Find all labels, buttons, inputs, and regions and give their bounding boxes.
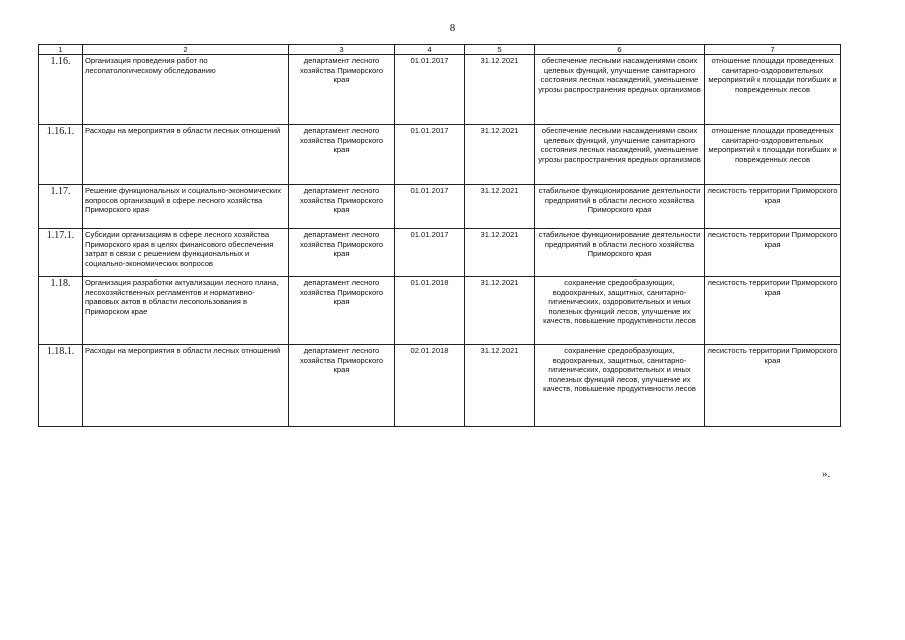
expected-result: сохранение средообразующих, водоохранных, защитных, санитарно-гигиенических, оздоровительных и иных полезных функций лесов, улучшение их качеств, повышение продуктивности лесов (535, 277, 705, 345)
item-number: 1.17.1. (39, 229, 83, 277)
end-date: 31.12.2021 (465, 229, 535, 277)
target-indicator: лесистость территории Приморского края (705, 185, 841, 229)
responsible-executor: департамент лесного хозяйства Приморского края (289, 55, 395, 125)
end-date: 31.12.2021 (465, 185, 535, 229)
end-date: 31.12.2021 (465, 277, 535, 345)
column-header: 3 (289, 45, 395, 55)
item-number: 1.16. (39, 55, 83, 125)
target-indicator: лесистость территории Приморского края (705, 229, 841, 277)
table-row (39, 185, 841, 229)
column-header: 7 (705, 45, 841, 55)
column-number-row (39, 45, 841, 55)
activity-name: Решение функциональных и социально-экономических вопросов организаций в сфере лесного хозяйства Приморского края (83, 185, 289, 229)
target-indicator: лесистость территории Приморского края (705, 345, 841, 427)
start-date: 01.01.2018 (395, 277, 465, 345)
end-date: 31.12.2021 (465, 55, 535, 125)
column-header: 6 (535, 45, 705, 55)
start-date: 01.01.2017 (395, 125, 465, 185)
activity-name: Организация разработки актуализации лесного плана, лесохозяйственных регламентов и нормативно-правовых актов в области лесопользования в Приморском крае (83, 277, 289, 345)
program-activities-table (38, 44, 841, 427)
table-row (39, 55, 841, 125)
table-row (39, 125, 841, 185)
column-header: 1 (39, 45, 83, 55)
expected-result: сохранение средообразующих, водоохранных, защитных, санитарно-гигиенических, оздоровительных и иных полезных функций лесов, улучшение их качеств, повышение продуктивности лесов (535, 345, 705, 427)
item-number: 1.16.1. (39, 125, 83, 185)
closing-quote-mark: ». (822, 468, 831, 480)
column-header: 2 (83, 45, 289, 55)
target-indicator: отношение площади проведенных санитарно-оздоровительных мероприятий к площади погибших и поврежденных лесов (705, 55, 841, 125)
item-number: 1.17. (39, 185, 83, 229)
responsible-executor: департамент лесного хозяйства Приморского края (289, 229, 395, 277)
start-date: 01.01.2017 (395, 229, 465, 277)
expected-result: обеспечение лесными насаждениями своих целевых функций, улучшение санитарного состояния лесных насаждений, уменьшение угрозы распространения вредных организмов (535, 125, 705, 185)
item-number: 1.18.1. (39, 345, 83, 427)
expected-result: стабильное функционирование деятельности предприятий в области лесного хозяйства Приморского края (535, 185, 705, 229)
start-date: 02.01.2018 (395, 345, 465, 427)
column-header: 4 (395, 45, 465, 55)
responsible-executor: департамент лесного хозяйства Приморского края (289, 125, 395, 185)
expected-result: стабильное функционирование деятельности предприятий в области лесного хозяйства Приморского края (535, 229, 705, 277)
activity-name: Субсидии организациям в сфере лесного хозяйства Приморского края в целях финансового обеспечения затрат в связи с решением функциональных и социально-экономических вопросов (83, 229, 289, 277)
end-date: 31.12.2021 (465, 125, 535, 185)
responsible-executor: департамент лесного хозяйства Приморского края (289, 277, 395, 345)
page-number: 8 (449, 22, 456, 34)
start-date: 01.01.2017 (395, 185, 465, 229)
activity-name: Расходы на мероприятия в области лесных отношений (83, 345, 289, 427)
start-date: 01.01.2017 (395, 55, 465, 125)
table-row (39, 229, 841, 277)
target-indicator: лесистость территории Приморского края (705, 277, 841, 345)
responsible-executor: департамент лесного хозяйства Приморского края (289, 185, 395, 229)
activity-name: Организация проведения работ по лесопатологическому обследованию (83, 55, 289, 125)
item-number: 1.18. (39, 277, 83, 345)
activity-name: Расходы на мероприятия в области лесных отношений (83, 125, 289, 185)
target-indicator: отношение площади проведенных санитарно-оздоровительных мероприятий к площади погибших и поврежденных лесов (705, 125, 841, 185)
table-row (39, 345, 841, 427)
responsible-executor: департамент лесного хозяйства Приморского края (289, 345, 395, 427)
end-date: 31.12.2021 (465, 345, 535, 427)
table-row (39, 277, 841, 345)
expected-result: обеспечение лесными насаждениями своих целевых функций, улучшение санитарного состояния лесных насаждений, уменьшение угрозы распространения вредных организмов (535, 55, 705, 125)
column-header: 5 (465, 45, 535, 55)
